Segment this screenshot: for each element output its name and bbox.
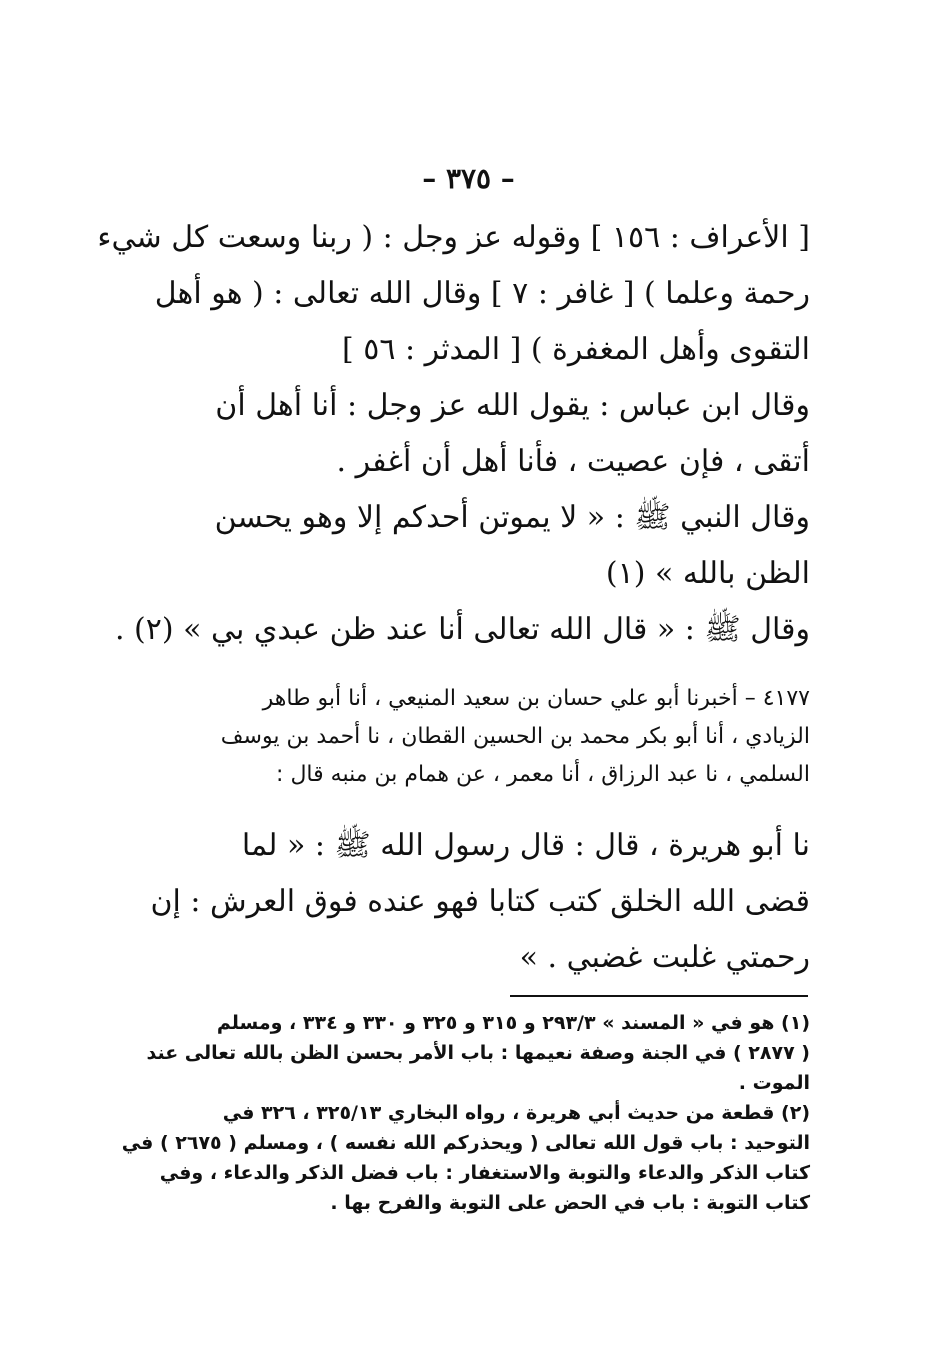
- text-line: التقوى وأهل المغفرة ) [ المدثر : ٥٦ ]: [341, 332, 810, 367]
- footnote-line: ( ٢٨٧٧ ) في الجنة وصفة نعيمها : باب الأمر بحسن الظن بالله تعالى عند: [146, 1042, 810, 1064]
- footnotes: [121, 1008, 810, 1218]
- isnad-line: الزيادي ، أنا أبو بكر محمد بن الحسين القطان ، نا أحمد بن يوسف: [220, 724, 810, 749]
- text-line: رحمة وعلما ) [ غافر : ٧ ] وقال الله تعالى : ( هو أهل: [154, 276, 810, 311]
- text-line: قضى الله الخلق كتب كتابا فهو عنده فوق العرش : إن: [150, 884, 810, 919]
- footnote-line: الموت .: [738, 1072, 810, 1094]
- footnote-line: التوحيد : باب قول الله تعالى ( ويحذركم الله نفسه ) ، ومسلم ( ٢٦٧٥ ) في: [121, 1132, 810, 1154]
- text-line: نا أبو هريرة ، قال : قال رسول الله ﷺ : « لما: [241, 828, 810, 863]
- hadith-isnad: [150, 680, 810, 794]
- text-line: الظن بالله » (١): [605, 556, 810, 591]
- footnote-line: كتاب الذكر والدعاء والتوبة والاستغفار : باب فضل الذكر والدعاء ، وفي: [159, 1162, 810, 1184]
- text-line: وقال ﷺ : « قال الله تعالى أنا عند ظن عبدي بي » (٢) .: [114, 612, 810, 647]
- hadith-matn: [150, 818, 810, 986]
- text-line: وقال ابن عباس : يقول الله عز وجل : أنا أهل أن: [215, 388, 810, 423]
- text-line: أتقى ، فإن عصيت ، فأنا أهل أن أغفر .: [336, 444, 810, 479]
- isnad-line: السلمي ، نا عبد الرزاق ، أنا معمر ، عن همام بن منبه قال :: [276, 762, 810, 787]
- text-line: [ الأعراف : ١٥٦ ] وقوله عز وجل : ( ربنا وسعت كل شيء: [97, 220, 810, 255]
- footnote-divider: [510, 995, 808, 997]
- footnote-line: كتاب التوبة : باب في الحض على التوبة والفرح بها .: [330, 1192, 810, 1214]
- main-text: [97, 210, 810, 658]
- page-number: – ٣٧٥ –: [422, 162, 515, 195]
- isnad-line: ٤١٧٧ – أخبرنا أبو علي حسان بن سعيد المنيعي ، أنا أبو طاهر: [262, 686, 810, 711]
- footnote-line: (٢) قطعة من حديث أبي هريرة ، رواه البخاري ٣٢٥/١٣ ، ٣٢٦ في: [222, 1102, 810, 1124]
- footnote-line: (١) هو في « المسند » ٢٩٣/٣ و ٣١٥ و ٣٢٥ و ٣٣٠ و ٣٣٤ ، ومسلم: [216, 1012, 810, 1034]
- text-line: رحمتي غلبت غضبي . »: [519, 940, 810, 975]
- text-line: وقال النبي ﷺ : « لا يموتن أحدكم إلا وهو يحسن: [214, 500, 810, 535]
